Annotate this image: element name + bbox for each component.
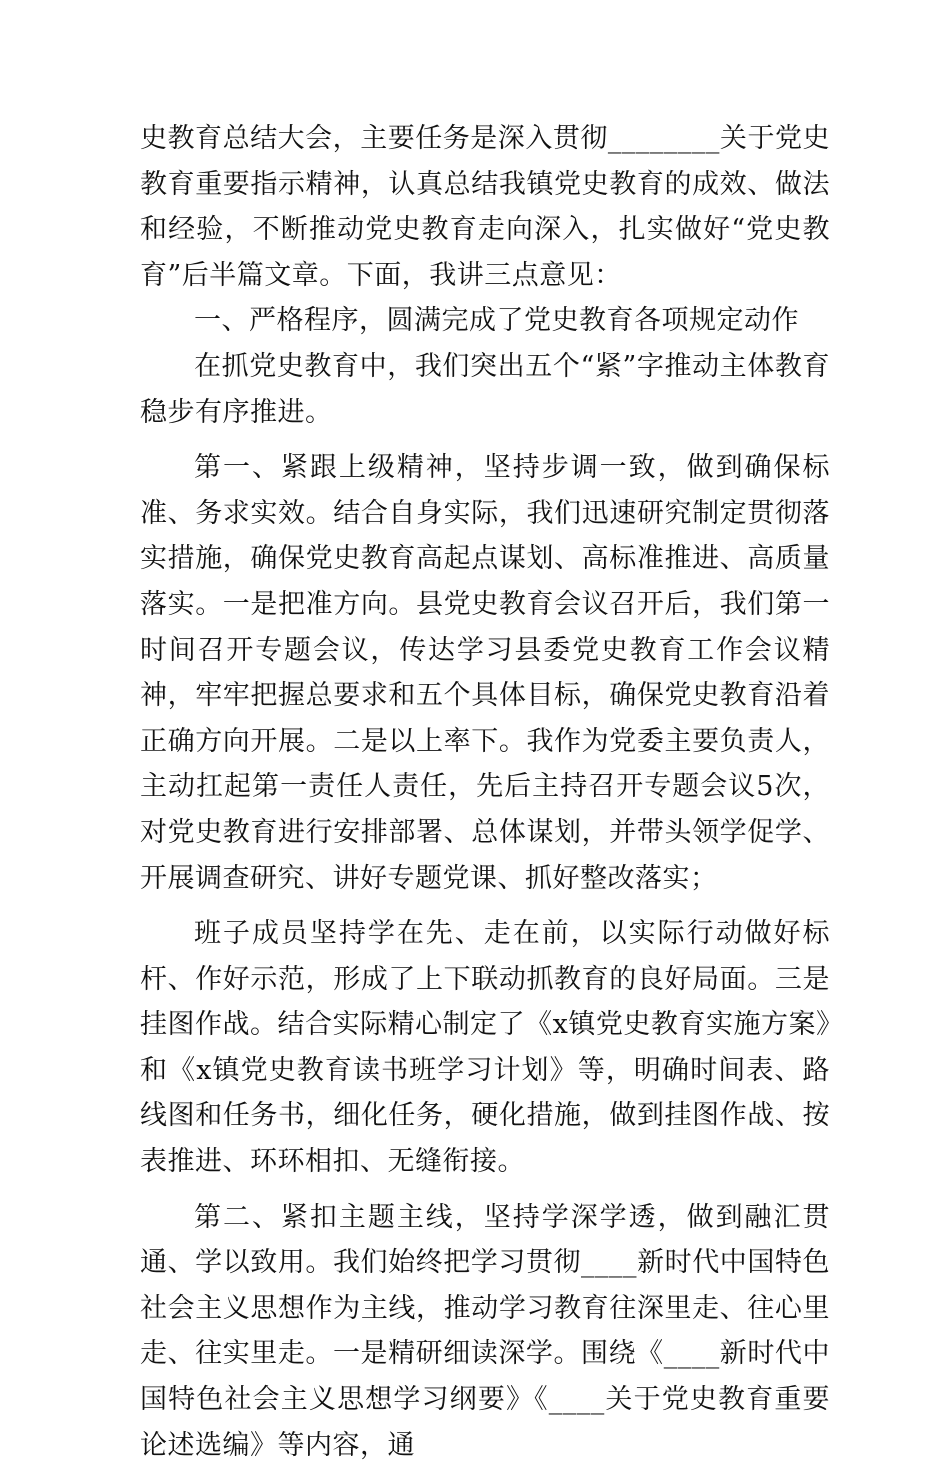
section-heading: 一、严格程序，圆满完成了党史教育各项规定动作: [194, 305, 799, 337]
document-body: [140, 116, 830, 1468]
paragraph-intro: 史教育总结大会，主要任务是深入贯彻________关于党史教育重要指示精神，认真总结我镇党史教育的成效、做法和经验，不断推动党史教育走向深入，扎实做好“党史教育”后半篇文章。下面，我讲三点意见：: [140, 123, 830, 291]
paragraph-overview: 在抓党史教育中，我们突出五个“紧”字推动主体教育稳步有序推进。: [140, 350, 830, 428]
paragraph-team-members: 班子成员坚持学在先、走在前，以实际行动做好标杆、作好示范，形成了上下联动抓教育的良好局面。三是挂图作战。结合实际精心制定了《x镇党史教育实施方案》和《x镇党史教育读书班学习计划》等，明确时间表、路线图和任务书，细化任务，硬化措施，做到挂图作战、按表推进、环环相扣、无缝衔接。: [140, 918, 830, 1178]
paragraph-first-point: 第一、紧跟上级精神，坚持步调一致，做到确保标准、务求实效。结合自身实际，我们迅速研究制定贯彻落实措施，确保党史教育高起点谋划、高标准推进、高质量落实。一是把准方向。县党史教育会议召开后，我们第一时间召开专题会议，传达学习县委党史教育工作会议精神，牢牢把握总要求和五个具体目标，确保党史教育沿着正确方向开展。二是以上率下。我作为党委主要负责人，主动扛起第一责任人责任，先后主持召开专题会议5次，对党史教育进行安排部署、总体谋划，并带头领学促学、开展调查研究、讲好专题党课、抓好整改落实；: [140, 452, 830, 894]
paragraph-second-point: 第二、紧扣主题主线，坚持学深学透，做到融汇贯通、学以致用。我们始终把学习贯彻____新时代中国特色社会主义思想作为主线，推动学习教育往深里走、往心里走、往实里走。一是精研细读深学。围绕《____新时代中国特色社会主义思想学习纲要》《____关于党史教育重要论述选编》等内容，通: [140, 1201, 830, 1461]
